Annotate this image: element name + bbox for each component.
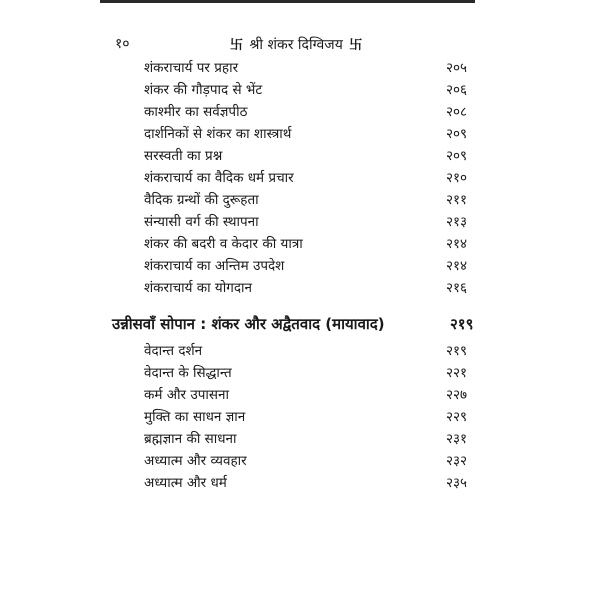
entry-title: शंकराचार्य पर प्रहार (144, 60, 239, 76)
top-rule (100, 0, 475, 3)
toc-entry (0, 212, 600, 234)
page-header (0, 34, 600, 54)
entry-title: कर्म और उपासना (144, 387, 230, 403)
entry-page: २२७ (446, 387, 468, 403)
toc-entry (0, 58, 600, 80)
toc-entry (0, 473, 600, 495)
entry-title: शंकर की बदरी व केदार की यात्रा (144, 236, 303, 252)
section-title: उन्नीसवाँ सोपान : शंकर और अद्वैतवाद (मायावाद) (112, 315, 385, 333)
running-title (228, 34, 364, 54)
toc-entry (0, 102, 600, 124)
entry-title: शंकराचार्य का वैदिक धर्म प्रचार (144, 170, 294, 186)
toc-entry (0, 341, 600, 363)
entry-page: २०८ (446, 104, 468, 120)
entry-page: २३१ (446, 431, 468, 447)
book-title: श्री शंकर दिग्विजय (249, 37, 343, 53)
entry-page: २३२ (446, 453, 468, 469)
toc-entry (0, 190, 600, 212)
entry-page: २१६ (446, 280, 468, 296)
toc-entry (0, 451, 600, 473)
entry-title: वेदान्त दर्शन (144, 343, 203, 359)
toc-entry (0, 168, 600, 190)
entry-title: मुक्ति का साधन ज्ञान (144, 409, 246, 425)
entry-page: २१३ (446, 214, 468, 230)
entry-page: २१० (446, 170, 468, 186)
entry-title: ब्रह्मज्ञान की साधना (144, 431, 237, 447)
toc-entry (0, 234, 600, 256)
toc-entry (0, 256, 600, 278)
entry-page: २११ (446, 192, 468, 208)
entry-title: वैदिक ग्रन्थों की दुरूहता (144, 192, 259, 208)
toc-entry (0, 385, 600, 407)
toc-entry (0, 278, 600, 300)
section-heading (0, 314, 600, 336)
entry-page: २१९ (446, 343, 468, 359)
entry-title: वेदान्त के सिद्धान्त (144, 365, 232, 381)
entry-title: शंकर की गौड़पाद से भेंट (144, 82, 263, 98)
entry-page: २२९ (446, 409, 468, 425)
toc-entry (0, 429, 600, 451)
page-number: १० (115, 36, 130, 52)
entry-title: शंकराचार्य का अन्तिम उपदेश (144, 258, 285, 274)
entry-page: २१४ (446, 258, 468, 274)
entry-title: दार्शनिकों से शंकर का शास्त्रार्थ (144, 126, 292, 142)
toc-entry (0, 124, 600, 146)
entry-title: अध्यात्म और धर्म (144, 475, 227, 491)
swastika-icon: 卐 (230, 38, 244, 53)
swastika-icon: 卐 (349, 38, 363, 53)
entry-title: शंकराचार्य का योगदान (144, 280, 252, 296)
entry-page: २०९ (446, 126, 468, 142)
toc-entry (0, 363, 600, 385)
entry-page: २२१ (446, 365, 468, 381)
entry-title: अध्यात्म और व्यवहार (144, 453, 247, 469)
entry-title: काश्मीर का सर्वज्ञपीठ (144, 104, 248, 120)
entry-page: २३५ (446, 475, 468, 491)
entry-page: २१४ (446, 236, 468, 252)
entry-title: संन्यासी वर्ग की स्थापना (144, 214, 259, 230)
toc-entry (0, 407, 600, 429)
entry-page: २०५ (446, 60, 468, 76)
section-page: २१९ (450, 315, 474, 333)
toc-entry (0, 146, 600, 168)
entry-title: सरस्वती का प्रश्न (144, 148, 223, 164)
toc-entry (0, 80, 600, 102)
entry-page: २०९ (446, 148, 468, 164)
entry-page: २०६ (446, 82, 468, 98)
